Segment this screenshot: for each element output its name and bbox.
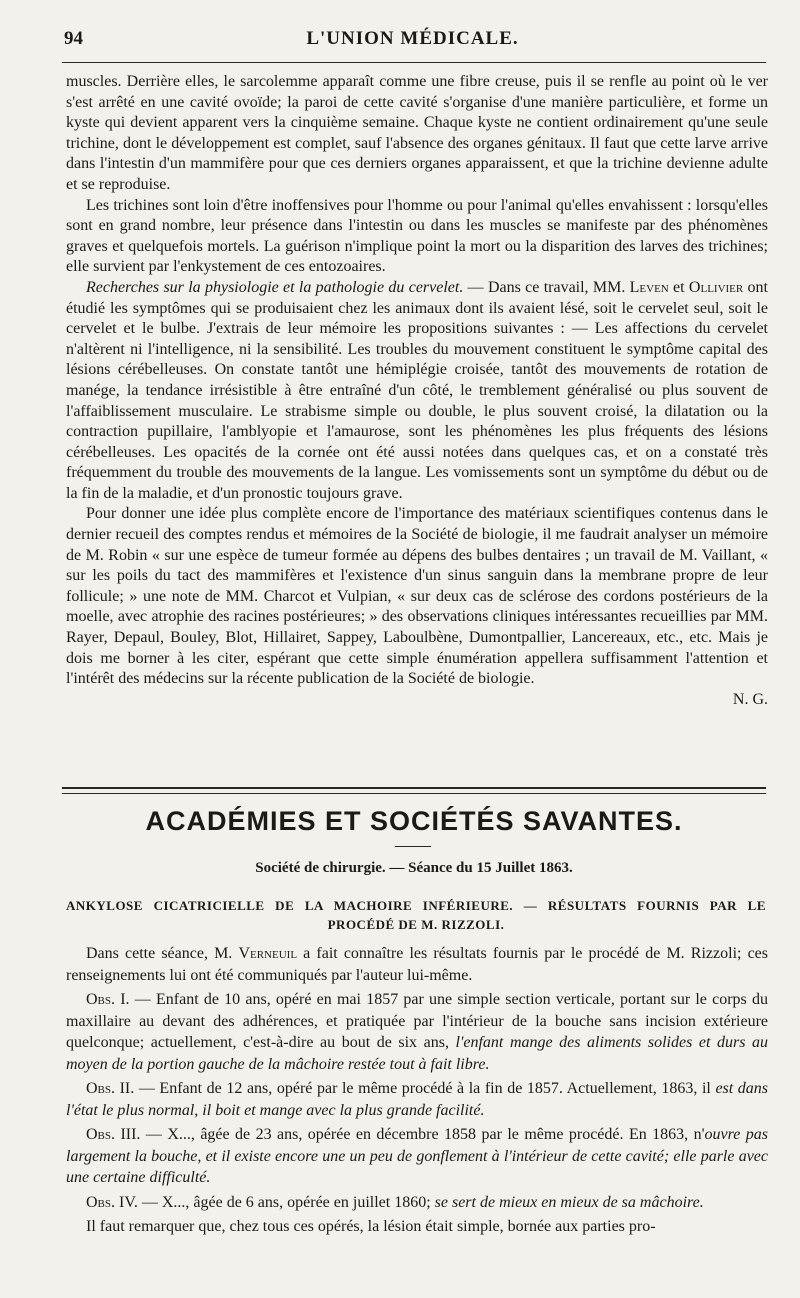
article-body	[66, 72, 768, 710]
signature: N. G.	[732, 690, 768, 708]
observation-1	[66, 989, 768, 1075]
text-run: Dans cette séance, M.	[86, 945, 239, 962]
case-title: ANKYLOSE CICATRICIELLE DE LA MACHOIRE INFÉRIEURE. — RÉSULTATS FOURNIS PAR LE PROCÉDÉ DE M. RIZZOLI.	[66, 898, 766, 932]
obs-label: Obs. II.	[86, 1080, 135, 1097]
text-run: — X..., âgée de 6 ans, opérée en juillet 1860;	[137, 1193, 435, 1211]
intro-paragraph	[66, 943, 768, 986]
section-divider	[62, 787, 766, 794]
italic-run: est dans l'état le plus normal, il boit et mange avec la plus grande facilité.	[66, 1080, 769, 1119]
italic-run: ouvre pas largement la bouche, et il existe encore une un peu de gonflement à l'intérieur de cette cavité; elle parle avec une certaine difficulté.	[66, 1126, 769, 1186]
section-title-rule	[395, 846, 431, 847]
paragraph-trichine-danger: Les trichines sont loin d'être inoffensives pour l'homme ou pour l'animal qu'elles envahissent : lorsqu'elles sont en grand nombre, leur présence dans l'intestin ou dans les muscles se manifeste par des phénomènes graves et quelquefois mortels. La guérison n'implique point la mort ou la disparition des larves des trichines; elle survient par l'enkystement de ces entozoaires.	[66, 196, 768, 276]
final-paragraph: Il faut remarquer que, chez tous ces opérés, la lésion était simple, bornée aux parties pro-	[86, 1218, 656, 1235]
obs-label: Obs. IV.	[86, 1193, 138, 1211]
paragraph-trichine-development: muscles. Derrière elles, le sarcolemme apparaît comme une fibre creuse, puis il se renfle au point où le ver s'est arrêté en une cavité ovoïde; la paroi de cette cavité s'organise d'une manière particulière, et forme un kyste qui devient apparent vers la cinquième semaine. Chaque kyste ne contient ordinairement qu'une seule trichine, dont le développement est complet, sauf l'absence des organes génitaux. Il faut que cette larve arrive dans l'intestin d'un mammifère pour que ces derniers organes apparaissent, et que la trichine devienne adulte et se reproduise.	[66, 73, 768, 193]
observation-3	[66, 1124, 768, 1189]
italic-run: l'enfant mange des aliments solides et durs au moyen de la portion gauche de la mâchoire restée tout à fait libre.	[66, 1034, 768, 1073]
section-title: ACADÉMIES ET SOCIÉTÉS SAVANTES.	[145, 806, 683, 836]
journal-title: L'UNION MÉDICALE.	[306, 28, 519, 49]
paragraph-cervelet	[66, 278, 768, 505]
observation-4	[66, 1192, 768, 1214]
seance-heading: Société de chirurgie. — Séance du 15 Juillet 1863.	[255, 860, 573, 876]
italic-run: se sert de mieux en mieux de sa mâchoire.	[434, 1193, 704, 1211]
paragraph-societe-biologie: Pour donner une idée plus complète encore de l'importance des matériaux scientifiques contenus dans le dernier recueil des comptes rendus et mémoires de la Société de biologie, il me faudrait analyser un mémoire de M. Robin « sur une espèce de tumeur formée au dépens des bulbes dentaires ; un travail de M. Vaillant, « sur les poils du tact des mammifères et l'existence d'un sinus sanguin dans la membrane propre de leur follicule; » une note de MM. Charcot et Vulpian, « sur deux cas de sclérose des cordons postérieurs de la moelle, avec atrophie des racines postérieures; » des observations cliniques intéressantes recueillies par MM. Rayer, Depaul, Bouley, Blot, Hillairet, Sappey, Laboulbène, Dumontpallier, Lancereaux, etc., etc. Mais je dois me borner à les citer, espérant que cette simple énumération appellera suffisamment l'attention et l'intérêt des médecins sur la récente publication de la Société de biologie.	[66, 505, 768, 688]
obs-label: Obs. III.	[86, 1126, 141, 1143]
text-run: ont étudié les symptômes qui se produisaient chez les animaux dont ils avaient lésé, soit le cervelet seul, soit le cervelet et le bulbe. J'extrais de leur mémoire les propositions suivantes : — Les affections du cervelet n'altèrent ni l'intelligence, ni la sensibilité. Les troubles du mouvement constituent le symptôme capital des lésions cérébelleuses. On constate tantôt une hémiplégie croisée, tantôt des mouvements de rotation de manége, la tendance irrésistible à être entraîné d'un côté, le tremblement généralisé ou plus souvent de l'affaiblissement musculaire. Le strabisme simple ou double, le plus souvent croisé, la dilatation ou la contraction pupillaire, l'amblyopie et l'amaurose, sont les phénomènes les plus fréquents des lésions cérébelleuses. Les opacités de la cornée ont été aussi notées dans quelques cas, et on a constaté très fréquemment du trouble des mouvements de la langue. Les vomissements sont un symptôme du début ou de la fin de la maladie, et d'un pronostic toujours grave.	[66, 278, 769, 502]
text-run: a fait connaître les résultats fournis par le procédé de M. Rizzoli; ces renseignements lui ont été communiqués par l'auteur lui-même.	[66, 945, 769, 984]
cervelet-title: Recherches sur la physiologie et la pathologie du cervelet.	[86, 278, 464, 296]
author-verneuil: Verneuil	[238, 945, 298, 962]
text-run: — X..., âgée de 23 ans, opérée en décembre 1858 par le même procédé. En 1863, n'	[140, 1126, 705, 1143]
header-rule	[62, 62, 766, 63]
section-body	[66, 943, 768, 1241]
author-leven: Leven	[629, 278, 669, 296]
text-run: et	[668, 278, 689, 296]
obs-label: Obs. I.	[86, 991, 130, 1008]
text-run: — Enfant de 10 ans, opéré en mai 1857 par une simple section verticale, portant sur le corps du maxillaire au devant des adhérences, et pratiquée par l'intérieur de la bouche sans incision extérieure quelconque; actuellement, c'est-à-dire au bout de six ans,	[66, 991, 768, 1051]
running-header	[60, 28, 765, 52]
author-ollivier: Ollivier	[688, 278, 744, 296]
page-number: 94	[64, 28, 83, 49]
text-run: — Dans ce travail, MM.	[463, 278, 630, 296]
observation-2	[66, 1078, 768, 1121]
text-run: — Enfant de 12 ans, opéré par le même procédé à la fin de 1857. Actuellement, 1863, il	[134, 1080, 716, 1097]
